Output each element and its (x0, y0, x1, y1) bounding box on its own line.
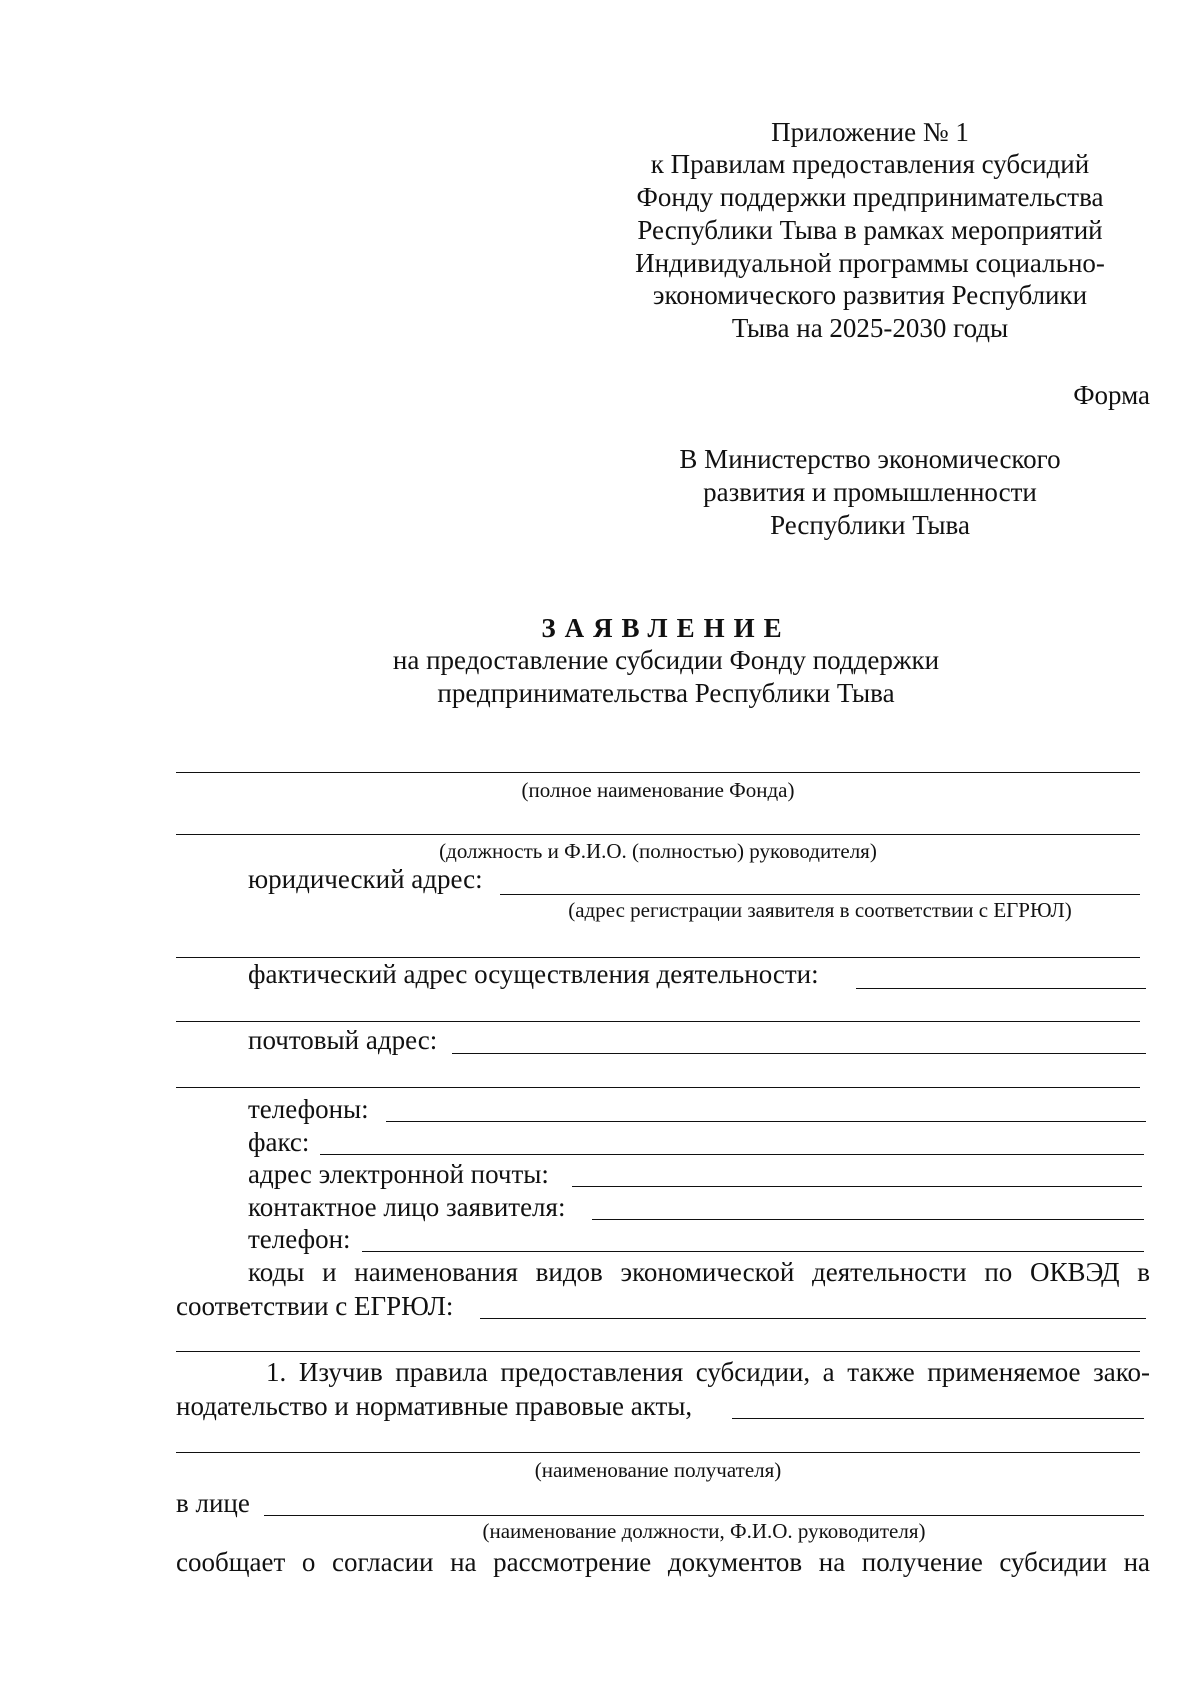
document-title: ЗАЯВЛЕНИЕ (541, 613, 791, 643)
contact-label: контактное лицо заявителя: (248, 1192, 566, 1222)
contact-line[interactable] (592, 1219, 1144, 1220)
postal-address-line-2[interactable] (176, 1087, 1140, 1088)
phones-line[interactable] (386, 1121, 1146, 1122)
addressee-line-2: развития и промышленности (703, 477, 1037, 507)
appendix-line-6: экономического развития Республики (652, 280, 1088, 310)
legal-address-hint: (адрес регистрации заявителя в соответствии с ЕГРЮЛ) (568, 898, 1072, 922)
head-hint: (должность и Ф.И.О. (полностью) руководителя) (439, 839, 877, 863)
recipient-line[interactable] (176, 1452, 1140, 1453)
appendix-line-7: Тыва на 2025-2030 годы (731, 313, 1009, 343)
phone-label: телефон: (248, 1224, 351, 1254)
appendix-line-5: Индивидуальной программы социально- (635, 248, 1105, 278)
clause-1-line-2: нодательство и нормативные правовые акты, (176, 1391, 693, 1421)
okved-line-2-blank[interactable] (176, 1351, 1140, 1352)
clause-1-blank[interactable] (732, 1418, 1144, 1419)
head-line[interactable] (176, 834, 1140, 835)
clause-1-line-1: 1. Изучив правила предоставления субсидии, а также применяемое зако- (266, 1357, 1150, 1387)
full-name-hint: (полное наименование Фонда) (521, 778, 795, 802)
addressee-line-3: Республики Тыва (770, 510, 970, 540)
email-line[interactable] (572, 1186, 1142, 1187)
in-person-line[interactable] (264, 1515, 1144, 1516)
okved-line[interactable] (480, 1318, 1146, 1319)
document-subtitle-2: предпринимательства Республики Тыва (437, 678, 895, 708)
phone-line[interactable] (362, 1251, 1144, 1252)
legal-address-label: юридический адрес: (248, 864, 483, 894)
actual-address-line[interactable] (856, 988, 1146, 989)
clause-1-line-last: сообщает о согласии на рассмотрение документов на получение субсидии на (176, 1547, 1150, 1577)
appendix-line-4: Республики Тыва в рамках мероприятий (637, 215, 1103, 245)
okved-line-2: соответствии с ЕГРЮЛ: (176, 1291, 454, 1321)
fax-line[interactable] (320, 1154, 1144, 1155)
appendix-line-2: к Правилам предоставления субсидий (650, 149, 1090, 179)
document-subtitle-1: на предоставление субсидии Фонду поддержки (392, 645, 940, 675)
recipient-hint: (наименование получателя) (534, 1458, 782, 1482)
phones-label: телефоны: (248, 1094, 369, 1124)
form-label: Форма (1073, 380, 1150, 410)
appendix-line-3: Фонду поддержки предпринимательства (636, 182, 1104, 212)
full-name-line[interactable] (176, 772, 1140, 773)
fax-label: факс: (248, 1127, 310, 1157)
okved-line-1: коды и наименования видов экономической деятельности по ОКВЭД в (248, 1257, 1150, 1287)
postal-address-label: почтовый адрес: (248, 1025, 438, 1055)
actual-address-label: фактический адрес осуществления деятельности: (248, 959, 819, 989)
appendix-line-1: Приложение № 1 (771, 117, 969, 147)
in-person-label: в лице (176, 1488, 250, 1518)
postal-address-line[interactable] (452, 1053, 1146, 1054)
position-hint: (наименование должности, Ф.И.О. руководителя) (482, 1519, 926, 1543)
addressee-line-1: В Министерство экономического (679, 444, 1061, 474)
actual-address-line-2[interactable] (176, 1021, 1140, 1022)
legal-address-line[interactable] (500, 894, 1140, 895)
email-label: адрес электронной почты: (248, 1159, 549, 1189)
